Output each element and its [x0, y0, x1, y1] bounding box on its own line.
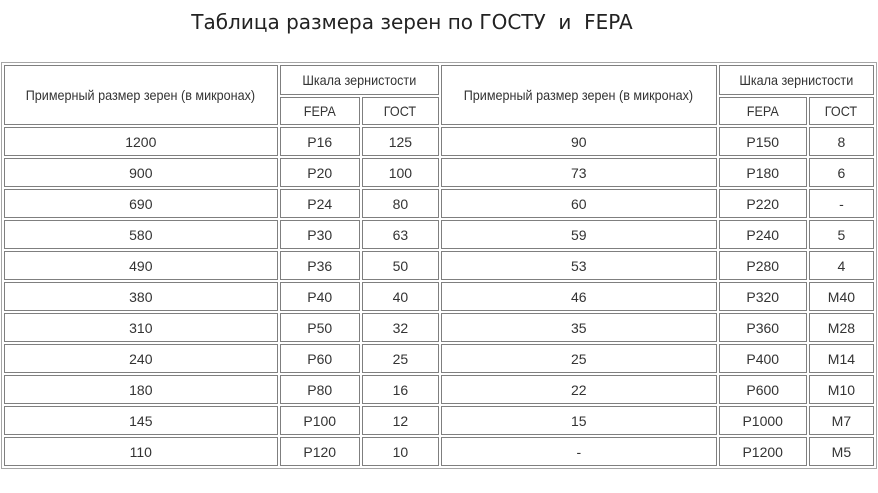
table-row	[4, 220, 874, 249]
table-row	[4, 344, 874, 373]
cell-fepa-right: P220	[719, 189, 807, 218]
table-row	[4, 127, 874, 156]
cell-size-right: 35	[441, 313, 717, 342]
cell-fepa-left: P100	[280, 406, 360, 435]
cell-fepa-right: P360	[719, 313, 807, 342]
cell-gost-right: M14	[809, 344, 874, 373]
cell-fepa-left: P36	[280, 251, 360, 280]
cell-size-right: -	[441, 437, 717, 466]
header-fepa-left: FEPA	[280, 97, 360, 125]
table-row	[4, 375, 874, 404]
cell-gost-left: 12	[362, 406, 439, 435]
cell-gost-left: 40	[362, 282, 439, 311]
cell-size-left: 240	[4, 344, 278, 373]
header-size-left: Примерный размер зерен (в микронах)	[4, 65, 278, 125]
header-fepa-right: FEPA	[719, 97, 807, 125]
table-row	[4, 313, 874, 342]
cell-fepa-right: P180	[719, 158, 807, 187]
cell-size-left: 310	[4, 313, 278, 342]
cell-fepa-left: P30	[280, 220, 360, 249]
cell-size-right: 46	[441, 282, 717, 311]
cell-fepa-left: P24	[280, 189, 360, 218]
cell-gost-right: 6	[809, 158, 874, 187]
table-row	[4, 251, 874, 280]
cell-size-right: 22	[441, 375, 717, 404]
cell-fepa-left: P80	[280, 375, 360, 404]
cell-fepa-left: P40	[280, 282, 360, 311]
header-gost-left: ГОСТ	[362, 97, 439, 125]
cell-fepa-right: P600	[719, 375, 807, 404]
cell-size-right: 25	[441, 344, 717, 373]
grain-size-table	[1, 62, 877, 469]
cell-size-left: 1200	[4, 127, 278, 156]
page-title: Таблица размера зерен по ГОСТУ и FEPA	[191, 10, 633, 34]
cell-gost-right: M5	[809, 437, 874, 466]
cell-fepa-right: P400	[719, 344, 807, 373]
cell-fepa-right: P150	[719, 127, 807, 156]
cell-gost-right: M40	[809, 282, 874, 311]
cell-gost-right: M10	[809, 375, 874, 404]
cell-gost-left: 100	[362, 158, 439, 187]
cell-fepa-right: P280	[719, 251, 807, 280]
cell-gost-right: -	[809, 189, 874, 218]
cell-fepa-left: P60	[280, 344, 360, 373]
cell-gost-right: 8	[809, 127, 874, 156]
table-header-row	[4, 65, 874, 95]
cell-size-left: 110	[4, 437, 278, 466]
cell-size-right: 60	[441, 189, 717, 218]
cell-size-left: 490	[4, 251, 278, 280]
header-size-right: Примерный размер зерен (в микронах)	[441, 65, 717, 125]
cell-gost-right: 5	[809, 220, 874, 249]
table-row	[4, 406, 874, 435]
cell-fepa-right: P320	[719, 282, 807, 311]
cell-fepa-right: P1200	[719, 437, 807, 466]
cell-fepa-left: P16	[280, 127, 360, 156]
cell-size-left: 145	[4, 406, 278, 435]
cell-size-left: 690	[4, 189, 278, 218]
cell-size-right: 53	[441, 251, 717, 280]
cell-fepa-right: P240	[719, 220, 807, 249]
cell-gost-left: 10	[362, 437, 439, 466]
cell-size-left: 900	[4, 158, 278, 187]
header-gost-right: ГОСТ	[809, 97, 874, 125]
table-row	[4, 189, 874, 218]
cell-fepa-left: P20	[280, 158, 360, 187]
cell-gost-left: 80	[362, 189, 439, 218]
cell-gost-left: 63	[362, 220, 439, 249]
cell-size-right: 90	[441, 127, 717, 156]
table-body	[4, 127, 874, 466]
cell-gost-left: 125	[362, 127, 439, 156]
cell-size-left: 580	[4, 220, 278, 249]
cell-fepa-right: P1000	[719, 406, 807, 435]
header-scale-left: Шкала зернистости	[280, 65, 439, 95]
cell-size-left: 180	[4, 375, 278, 404]
cell-gost-left: 50	[362, 251, 439, 280]
cell-gost-right: M7	[809, 406, 874, 435]
cell-gost-right: 4	[809, 251, 874, 280]
table-row	[4, 158, 874, 187]
cell-fepa-left: P50	[280, 313, 360, 342]
cell-gost-left: 16	[362, 375, 439, 404]
header-scale-right: Шкала зернистости	[719, 65, 874, 95]
cell-size-right: 59	[441, 220, 717, 249]
cell-gost-left: 32	[362, 313, 439, 342]
cell-gost-right: M28	[809, 313, 874, 342]
table-row	[4, 437, 874, 466]
cell-fepa-left: P120	[280, 437, 360, 466]
cell-size-right: 15	[441, 406, 717, 435]
cell-gost-left: 25	[362, 344, 439, 373]
table-row	[4, 282, 874, 311]
cell-size-left: 380	[4, 282, 278, 311]
cell-size-right: 73	[441, 158, 717, 187]
